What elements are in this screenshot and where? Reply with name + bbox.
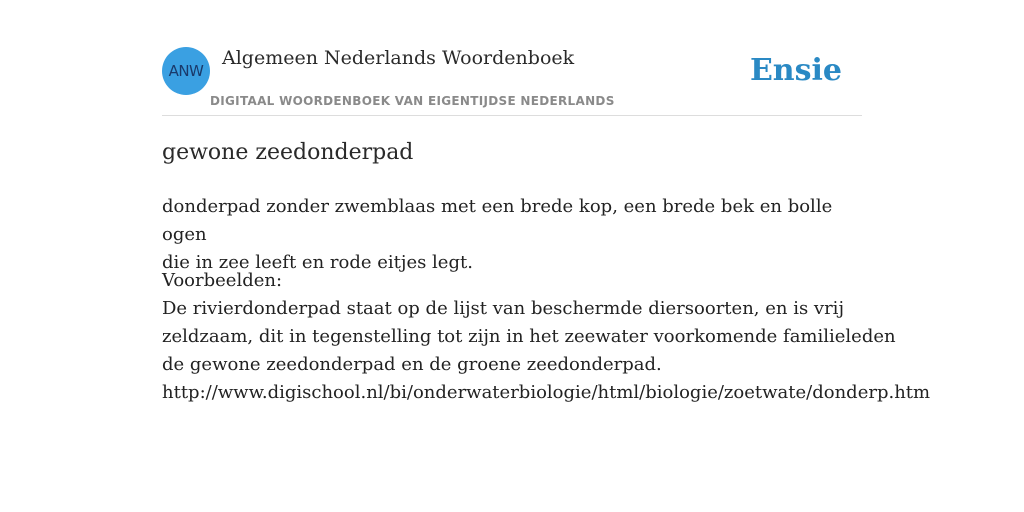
entry-definition <box>162 193 862 277</box>
logo-text: ANW <box>168 62 204 80</box>
definition-line: donderpad zonder zwemblaas met een brede kop, een brede bek en bolle ogen <box>162 196 833 245</box>
example-line: zeldzaam, dit in tegenstelling tot zijn in het zeewater voorkomende familieleden <box>162 326 896 347</box>
site-title[interactable]: Algemeen Nederlands Woordenboek <box>222 47 575 69</box>
example-line: De rivierdonderpad staat op de lijst van beschermde diersoorten, en is vrij <box>162 298 845 319</box>
entry-examples <box>162 267 931 407</box>
anw-logo[interactable] <box>162 47 210 95</box>
examples-label: Voorbeelden: <box>162 270 283 291</box>
header <box>162 47 862 116</box>
example-line: de gewone zeedonderpad en de groene zeedonderpad. <box>162 354 662 375</box>
entry-term: gewone zeedonderpad <box>162 140 414 165</box>
definition-line: die in zee leeft en rode eitjes legt. <box>162 252 473 273</box>
ensie-brand-link[interactable]: Ensie <box>749 53 842 88</box>
site-subtitle: DIGITAAL WOORDENBOEK VAN EIGENTIJDSE NEDERLANDS <box>210 94 615 108</box>
source-url: http://www.digischool.nl/bi/onderwaterbiologie/html/biologie/zoetwate/donderp.htm <box>162 382 931 403</box>
